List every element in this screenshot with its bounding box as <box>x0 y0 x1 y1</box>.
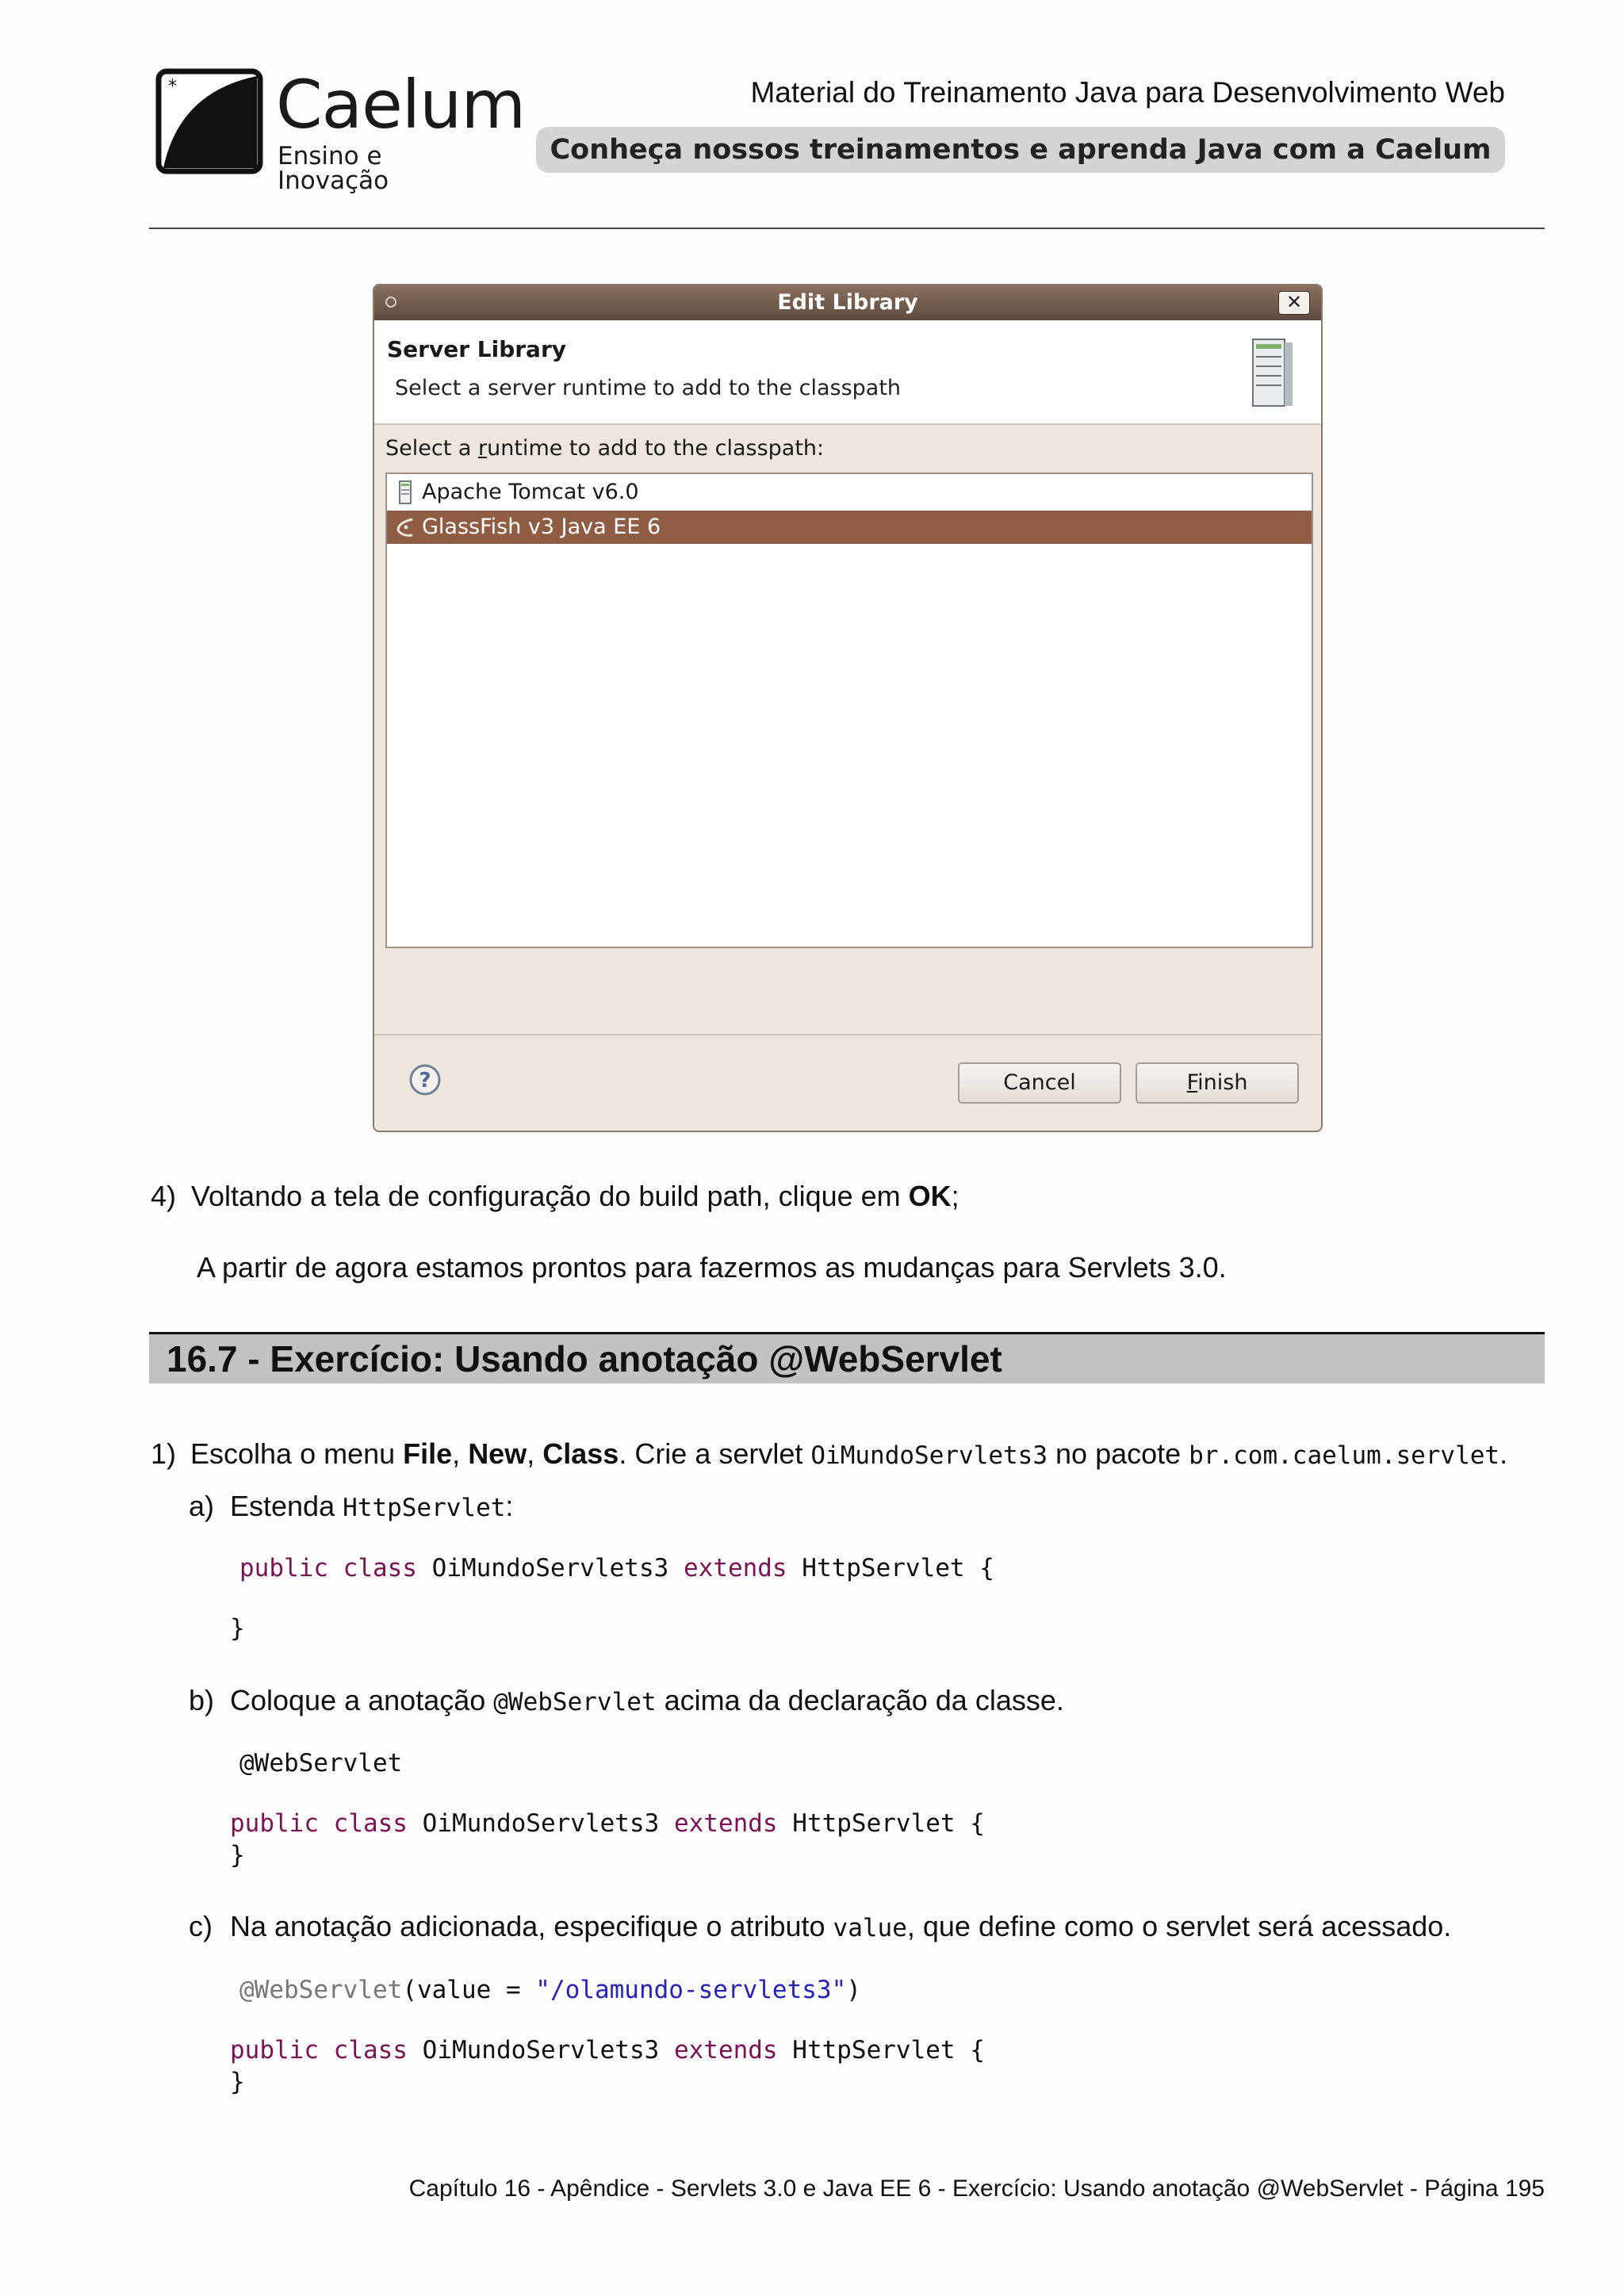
section-heading <box>149 1334 1545 1383</box>
code-attr-value: "/olamundo-servlets3" <box>535 1976 847 2004</box>
step-1-number: 1) <box>151 1437 177 1470</box>
code-attr-close: ) <box>846 1976 861 2004</box>
close-icon[interactable]: ✕ <box>1278 291 1310 315</box>
svg-text:?: ? <box>419 1069 431 1093</box>
step-1-t2: . Crie a servlet <box>619 1437 811 1470</box>
runtime-list-label <box>385 436 824 461</box>
menu-class: Class <box>542 1437 619 1470</box>
kw-class: class <box>343 1554 417 1582</box>
step-1-text <box>190 1437 1507 1471</box>
finish-button[interactable] <box>1136 1062 1299 1104</box>
logo-tagline: Ensino e Inovação <box>278 142 389 195</box>
page-footer: Capítulo 16 - Apêndice - Servlets 3.0 e Java EE 6 - Exercício: Usando anotação @WebServlet - Página 195 <box>408 2175 1545 2202</box>
list-item[interactable] <box>387 476 1312 509</box>
list-item-selected[interactable] <box>387 511 1312 544</box>
runtime-label: GlassFish v3 Java EE 6 <box>422 515 661 539</box>
dialog-title: Edit Library <box>777 290 918 315</box>
code-close-brace: } <box>230 2068 245 2096</box>
sub-a-label: a) <box>189 1490 215 1522</box>
header-promo-pill <box>536 127 1505 173</box>
step-4-text <box>191 1179 959 1213</box>
help-icon[interactable] <box>408 1062 442 1097</box>
logo-wordmark: Caelum <box>276 66 526 144</box>
code-line <box>230 2068 245 2097</box>
code-annotation: @WebServlet <box>239 1749 403 1777</box>
sub-c-code: value <box>833 1914 907 1942</box>
code-class-name: OiMundoServlets3 <box>431 1554 669 1582</box>
step-4-text-post: ; <box>951 1180 959 1212</box>
sub-b-text <box>230 1683 1064 1717</box>
header-title: Material do Treinamento Java para Desenvolvimento Web <box>750 76 1505 109</box>
code-line <box>230 1841 245 1870</box>
kw-public: public <box>230 1809 319 1838</box>
cancel-button[interactable]: Cancel <box>958 1062 1121 1104</box>
step-1-sep2: , <box>527 1437 543 1470</box>
kw-extends: extends <box>683 1554 787 1582</box>
step-1-t3: no pacote <box>1048 1437 1189 1470</box>
step-1-t1: Escolha o menu <box>190 1437 404 1470</box>
sub-b-text-post: acima da declaração da classe. <box>656 1684 1064 1716</box>
code-super-name: HttpServlet <box>792 1809 956 1838</box>
finish-label-rest: inish <box>1197 1070 1248 1095</box>
tomcat-server-icon <box>395 480 416 505</box>
footer-separator <box>374 1034 1321 1035</box>
code-close-brace: } <box>230 1614 245 1643</box>
header-divider <box>149 228 1545 229</box>
step-4-ok: OK <box>908 1180 952 1212</box>
runtime-list-label-pre: Select a <box>385 436 479 461</box>
svg-text:*: * <box>168 77 177 97</box>
finish-mnemonic: F <box>1186 1070 1198 1095</box>
step-1-sep1: , <box>452 1437 469 1470</box>
sub-a-text-pre: Estenda <box>230 1490 343 1522</box>
kw-public: public <box>230 2036 319 2064</box>
code-class-name: OiMundoServlets3 <box>422 2036 660 2064</box>
sub-c-text <box>230 1909 1451 1943</box>
code-line <box>239 1976 861 2005</box>
code-class-name: OiMundoServlets3 <box>422 1809 660 1838</box>
kw-extends: extends <box>673 2036 778 2064</box>
code-open-brace: { <box>970 1809 985 1838</box>
caelum-logo <box>155 66 526 195</box>
runtime-list[interactable] <box>385 473 1313 948</box>
glassfish-icon <box>395 515 416 540</box>
step-4-text-pre: Voltando a tela de configuração do build path, clique em <box>191 1180 909 1212</box>
code-line <box>239 1554 994 1583</box>
code-super-name: HttpServlet <box>802 1554 965 1582</box>
kw-class: class <box>333 1809 408 1838</box>
server-icon <box>1239 335 1307 411</box>
code-attr-open: (value = <box>402 1976 536 2004</box>
caelum-logo-icon <box>155 68 263 174</box>
code-line <box>230 1614 245 1644</box>
section-title: 16.7 - Exercício: Usando anotação @WebServlet <box>167 1338 1002 1380</box>
sub-c-text-post: , que define como o servlet será acessado. <box>906 1910 1452 1942</box>
banner-subtitle: Select a server runtime to add to the classpath <box>395 376 902 400</box>
sub-c-label: c) <box>189 1910 213 1942</box>
dialog-titlebar <box>374 285 1321 320</box>
runtime-list-label-mnemonic: r <box>478 436 488 461</box>
runtime-label: Apache Tomcat v6.0 <box>422 480 639 504</box>
sub-b-text-pre: Coloque a anotação <box>230 1684 494 1716</box>
package-name-code: br.com.caelum.servlet <box>1189 1441 1500 1470</box>
edit-library-dialog <box>373 284 1323 1132</box>
code-open-brace: { <box>970 2036 985 2064</box>
step-1-t4: . <box>1500 1437 1508 1470</box>
sub-c-text-pre: Na anotação adicionada, especifique o atributo <box>230 1910 833 1942</box>
code-open-brace: { <box>979 1554 994 1582</box>
banner-title: Server Library <box>387 336 567 362</box>
sub-a-code: HttpServlet <box>343 1494 506 1522</box>
sub-a-text-post: : <box>505 1490 514 1522</box>
sub-a-text <box>230 1489 513 1523</box>
kw-extends: extends <box>673 1809 778 1838</box>
kw-public: public <box>239 1554 328 1582</box>
code-line <box>230 2036 985 2065</box>
menu-file: File <box>403 1437 453 1470</box>
code-annotation: @WebServlet <box>239 1976 403 2004</box>
step-4-number: 4) <box>151 1180 177 1212</box>
code-super-name: HttpServlet <box>792 2036 956 2064</box>
step-4-note: A partir de agora estamos prontos para fazermos as mudanças para Servlets 3.0. <box>197 1251 1227 1284</box>
code-close-brace: } <box>230 1841 245 1869</box>
sub-b-label: b) <box>189 1684 215 1716</box>
menu-new: New <box>468 1437 527 1470</box>
header-promo-text: Conheça nossos treinamentos e aprenda Java com a Caelum <box>550 134 1492 166</box>
sub-b-code: @WebServlet <box>493 1688 657 1716</box>
runtime-list-label-post: untime to add to the classpath: <box>487 436 825 461</box>
servlet-name-code: OiMundoServlets3 <box>810 1441 1048 1470</box>
dialog-banner <box>374 320 1321 425</box>
code-line <box>230 1809 985 1839</box>
kw-class: class <box>333 2036 408 2064</box>
